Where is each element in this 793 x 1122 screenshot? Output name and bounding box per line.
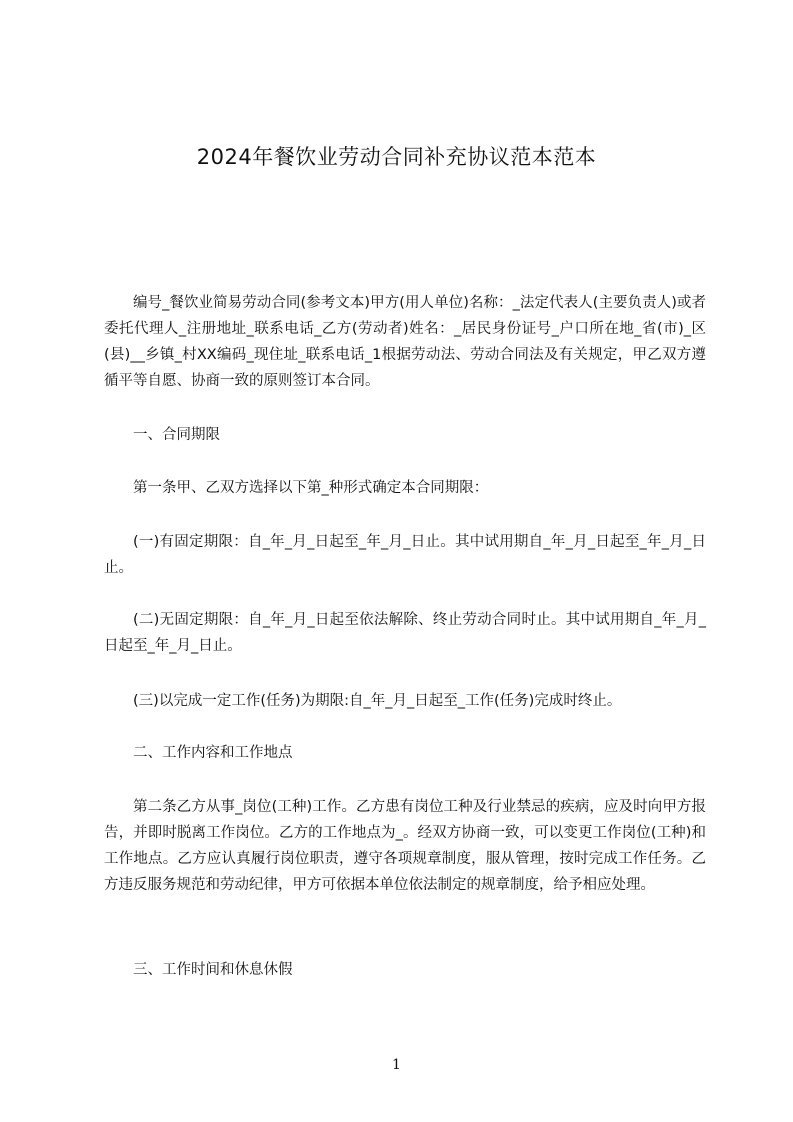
page-number: 1 <box>392 1057 401 1073</box>
option-3-paragraph: (三)以完成一定工作(任务)为期限:自_年_月_日起至_工作(任务)完成时终止。 <box>133 693 622 709</box>
article-1-paragraph: 第一条甲、乙双方选择以下第_种形式确定本合同期限： <box>133 480 489 496</box>
intro-paragraph: 编号_餐饮业简易劳动合同(参考文本)甲方(用人单位)名称：_法定代表人(主要负责人)或者委托代理人_注册地址_联系电话_乙方(劳动者)姓名：_居民身份证号_户口所在地_省(市)_区(县)__乡镇_村XX编码_现住址_联系电话_1根据劳动法、劳动合同法及有关规定，甲乙双方遵循平等自愿、协商一致的原则签订本合同。 <box>104 295 706 389</box>
option-1-paragraph: (一)有固定期限：自_年_月_日起至_年_月_日止。其中试用期自_年_月_日起至_年_月_日止。 <box>104 534 706 576</box>
section-heading-work-hours: 三、工作时间和休息休假 <box>133 962 293 978</box>
document-title: 2024年餐饮业劳动合同补充协议范本范本 <box>196 145 597 169</box>
section-heading-work-content: 二、工作内容和工作地点 <box>133 745 293 761</box>
article-2-paragraph: 第二条乙方从事_岗位(工种)工作。乙方患有岗位工种及行业禁忌的疾病，应及时向甲方报告，并即时脱离工作岗位。乙方的工作地点为_。经双方协商一致，可以变更工作岗位(工种)和工作地点。乙方应认真履行岗位职责，遵守各项规章制度，服从管理，按时完成工作任务。乙方违反服务规范和劳动纪律，甲方可依据本单位依法制定的规章制度，给予相应处理。 <box>104 799 706 893</box>
option-2-paragraph: (二)无固定期限：自_年_月_日起至依法解除、终止劳动合同时止。其中试用期自_年_月_日起至_年_月_日止。 <box>104 612 706 654</box>
section-heading-contract-term: 一、合同期限 <box>133 427 220 443</box>
